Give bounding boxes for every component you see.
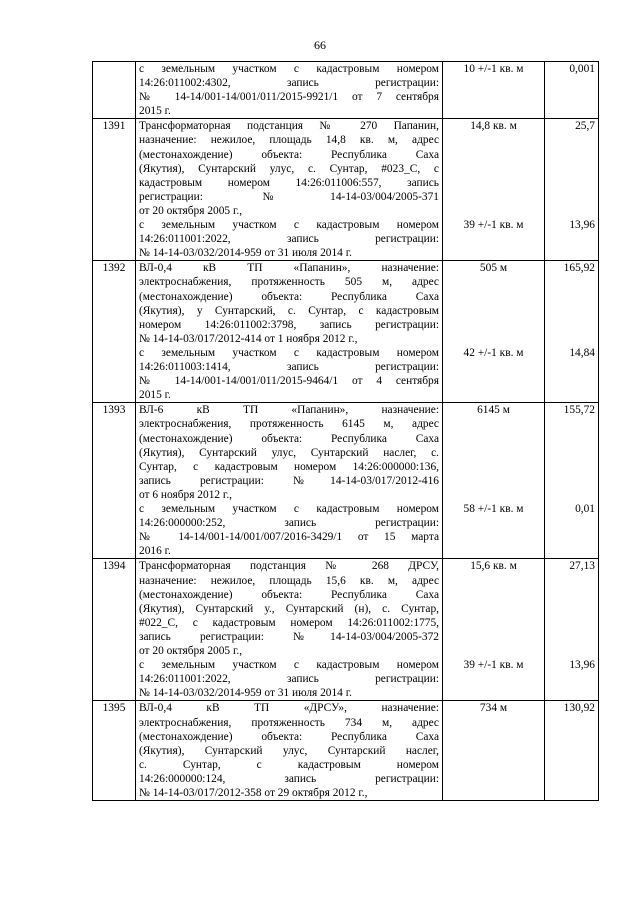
size-entry: 6145 м: [477, 404, 510, 417]
object-value: [545, 119, 599, 261]
description-line: 2015 г.: [139, 389, 171, 402]
object-description: [136, 62, 443, 119]
description-line: № 14-14-03/017/2012-414 от 1 ноября 2012 г.,: [139, 332, 358, 345]
value-entry: 165,92: [563, 262, 595, 275]
description-line: (местонахождение) объекта: Республика Саха: [139, 730, 439, 743]
description-line: 14:26:011001:2022, запись регистрации:: [139, 233, 439, 246]
table-row: [93, 62, 599, 119]
description-line: номером 14:26:011002:3798, запись регистрации:: [139, 318, 439, 331]
size-entry: 14,8 кв. м: [470, 120, 517, 133]
description-line: (Якутия), Сунтарский у., Сунтарский (н), с. Сунтар,: [139, 602, 439, 615]
description-line: Трансформаторная подстанция № 268 ДРСУ,: [139, 560, 439, 573]
description-line: ВЛ-0,4 кВ ТП «Папанин», назначение:: [139, 262, 439, 275]
description-line: электроснабжения, протяженность 734 м, адрес: [139, 716, 439, 729]
value-entry: 155,72: [563, 404, 595, 417]
description-line: с земельным участком с кадастровым номером: [139, 503, 439, 516]
object-description: [136, 119, 443, 261]
description-line: с земельным участком с кадастровым номером: [139, 63, 439, 75]
size-entry: 10 +/-1 кв. м: [463, 63, 524, 75]
description-line: электроснабжения, протяженность 6145 м, адрес: [139, 418, 439, 431]
description-line: № 14-14-03/032/2014-959 от 31 июля 2014 г.: [139, 687, 352, 700]
description-line: Трансформаторная подстанция № 270 Папанин,: [139, 120, 439, 133]
object-value: [545, 701, 599, 801]
description-line: № 14-14/001-14/001/011/2015-9464/1 от 4 сентября: [139, 375, 439, 388]
description-line: (местонахождение) объекта: Республика Саха: [139, 148, 439, 161]
description-line: ВЛ-0,4 кВ ТП «ДРСУ», назначение:: [139, 702, 439, 715]
row-number: 1393: [93, 403, 136, 559]
row-number: 1395: [93, 701, 136, 801]
object-size: [443, 62, 545, 119]
value-entry: 0,01: [575, 503, 595, 516]
description-line: от 20 октября 2005 г.,: [139, 645, 243, 657]
register-table-body: [93, 62, 599, 801]
description-line: 14:26:000000:124, запись регистрации:: [139, 772, 439, 785]
table-row: [93, 119, 599, 261]
size-entry: 39 +/-1 кв. м: [463, 219, 524, 232]
description-line: с земельным участком с кадастровым номером: [139, 346, 439, 359]
description-line: назначение: нежилое, площадь 15,6 кв. м, адрес: [139, 574, 439, 587]
description-line: № 14-14-03/032/2014-959 от 31 июля 2014 г.: [139, 247, 352, 260]
value-entry: 13,96: [569, 219, 595, 232]
description-line: № 14-14/001-14/001/007/2016-3429/1 от 15 марта: [139, 531, 439, 544]
description-line: (местонахождение) объекта: Республика Саха: [139, 588, 439, 601]
object-description: [136, 559, 443, 701]
table-row: [93, 261, 599, 403]
size-entry: 15,6 кв. м: [470, 560, 517, 573]
description-line: назначение: нежилое, площадь 14,8 кв. м, адрес: [139, 134, 439, 147]
description-line: #022_С, с кадастровым номером 14:26:011002:1775,: [139, 616, 439, 629]
object-description: [136, 701, 443, 801]
object-value: [545, 62, 599, 119]
row-number: 1392: [93, 261, 136, 403]
page-number: 66: [314, 38, 326, 52]
description-line: (Якутия), Сунтарский улус, Сунтарский наслег,: [139, 744, 439, 757]
description-line: (Якутия), Сунтарский улус, с. Сунтар, #023_С, с: [139, 162, 439, 175]
size-entry: 58 +/-1 кв. м: [463, 503, 524, 516]
description-line: 14:26:011001:2022, запись регистрации:: [139, 673, 439, 686]
description-line: с земельным участком с кадастровым номером: [139, 659, 439, 672]
object-description: [136, 403, 443, 559]
description-line: с земельным участком с кадастровым номером: [139, 219, 439, 232]
table-row: [93, 403, 599, 559]
description-line: 14:26:011003:1414, запись регистрации:: [139, 361, 439, 374]
description-line: запись регистрации: №14-14-03/017/2012-416: [139, 474, 439, 487]
table-row: [93, 701, 599, 801]
value-entry: 25,7: [575, 120, 595, 133]
description-line: кадастровым номером 14:26:011006:557, запись: [139, 176, 439, 189]
object-value: [545, 403, 599, 559]
description-line: от 20 октября 2005 г.,: [139, 204, 243, 217]
description-line: ВЛ-6 кВ ТП «Папанин», назначение:: [139, 404, 439, 417]
description-line: (Якутия), у Сунтарский, с. Сунтар, с кадастровым: [139, 304, 439, 317]
description-line: с. Сунтар, с кадастровым номером: [139, 758, 439, 771]
object-size: [443, 261, 545, 403]
size-entry: 39 +/-1 кв. м: [463, 659, 524, 672]
property-register-table: [92, 61, 599, 801]
description-line: Сунтар, с кадастровым номером 14:26:000000:136,: [139, 460, 439, 473]
row-number: [93, 62, 136, 119]
value-entry: 13,96: [569, 659, 595, 672]
description-line: 14:26:000000:252, запись регистрации:: [139, 517, 439, 530]
object-value: [545, 559, 599, 701]
description-line: (Якутия), Сунтарский улус, Сунтарский наслег, с.: [139, 446, 439, 459]
object-description: [136, 261, 443, 403]
size-entry: 42 +/-1 кв. м: [463, 346, 524, 359]
object-size: [443, 701, 545, 801]
description-line: электроснабжения, протяженность 505 м, адрес: [139, 276, 439, 289]
object-value: [545, 261, 599, 403]
description-line: запись регистрации: №14-14-03/004/2005-372: [139, 630, 439, 643]
object-size: [443, 559, 545, 701]
description-line: регистрации: №14-14-03/004/2005-371: [139, 190, 439, 203]
description-line: № 14-14-03/017/2012-358 от 29 октября 2012 г.,: [139, 786, 368, 799]
value-entry: 0,001: [569, 63, 595, 75]
value-entry: 14,84: [569, 346, 595, 359]
object-size: [443, 403, 545, 559]
description-line: 2016 г.: [139, 545, 171, 558]
description-line: 2015 г.: [139, 105, 171, 118]
object-size: [443, 119, 545, 261]
row-number: 1394: [93, 559, 136, 701]
size-entry: 734 м: [479, 702, 508, 715]
description-line: 14:26:011002:4302, запись регистрации:: [139, 77, 439, 90]
row-number: 1391: [93, 119, 136, 261]
description-line: от 6 ноября 2012 г.,: [139, 488, 233, 501]
description-line: (местонахождение) объекта: Республика Саха: [139, 432, 439, 445]
value-entry: 27,13: [569, 560, 595, 573]
table-row: [93, 559, 599, 701]
description-line: (местонахождение) объекта: Республика Саха: [139, 290, 439, 303]
description-line: № 14-14/001-14/001/011/2015-9921/1 от 7 сентября: [139, 91, 439, 104]
value-entry: 130,92: [563, 702, 595, 715]
size-entry: 505 м: [479, 262, 508, 275]
